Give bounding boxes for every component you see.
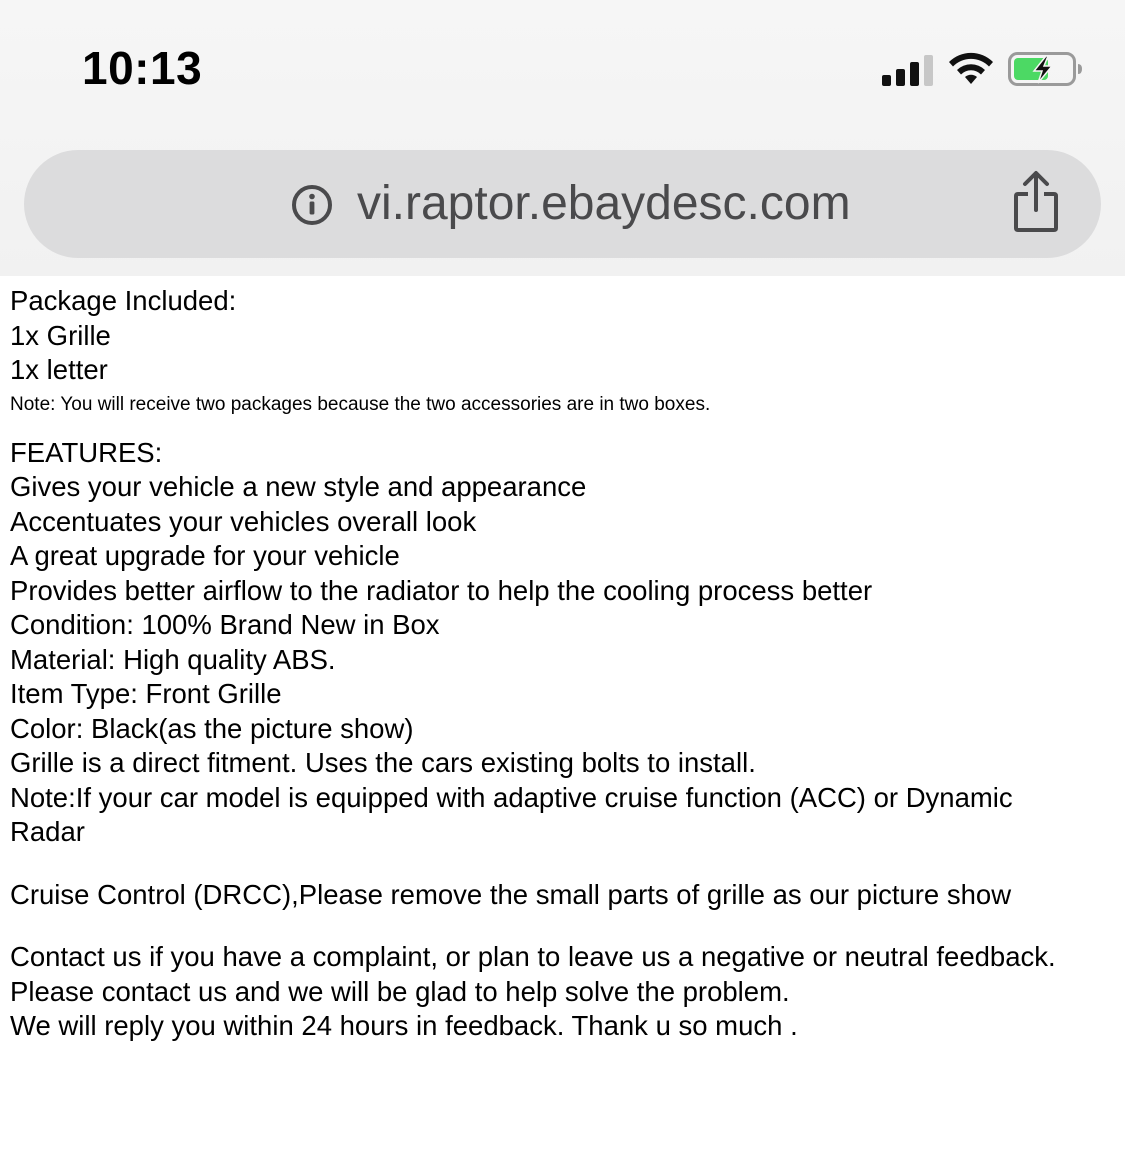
share-icon[interactable]: [1012, 170, 1060, 234]
feature-line: Color: Black(as the picture show): [10, 712, 414, 744]
status-bar: [0, 0, 1125, 130]
browser-chrome: [0, 0, 1125, 276]
address-bar[interactable]: [24, 150, 1101, 258]
feature-line: Material: High quality ABS.: [10, 643, 336, 675]
cruise-control-note: Cruise Control (DRCC),Please remove the small parts of grille as our picture show: [10, 878, 1012, 910]
features-header: FEATURES:: [10, 436, 163, 468]
feature-line: Provides better airflow to the radiator to help the cooling process better: [10, 574, 873, 606]
package-header: Package Included:: [10, 285, 237, 316]
package-item: 1x letter: [10, 354, 108, 385]
url-text[interactable]: vi.raptor.ebaydesc.com: [357, 177, 851, 230]
feature-line: Grille is a direct fitment. Uses the cars existing bolts to install.: [10, 747, 756, 778]
feature-line: Item Type: Front Grille: [10, 678, 282, 709]
status-time: 10:13: [82, 42, 203, 94]
contact-line: Contact us if you have a complaint, or plan to leave us a negative or neutral feedback.: [10, 941, 1056, 972]
feature-line: Note:If your car model is equipped with adaptive cruise function (ACC) or Dynamic: [10, 781, 1013, 813]
feature-line: Radar: [10, 816, 85, 847]
feature-line: A great upgrade for your vehicle: [10, 540, 400, 571]
package-item: 1x Grille: [10, 319, 111, 351]
feature-line: Condition: 100% Brand New in Box: [10, 609, 440, 640]
feature-line: Accentuates your vehicles overall look: [10, 505, 477, 537]
info-icon[interactable]: [291, 184, 333, 226]
battery-charging-icon: [1008, 52, 1084, 86]
contact-line: Please contact us and we will be glad to help solve the problem.: [10, 975, 790, 1007]
cellular-signal-icon: [882, 52, 934, 86]
package-note: Note: You will receive two packages because the two accessories are in two boxes.: [10, 393, 711, 415]
wifi-icon: [946, 50, 996, 86]
contact-line: We will reply you within 24 hours in feedback. Thank u so much .: [10, 1010, 798, 1041]
item-description: [10, 284, 1115, 1044]
feature-line: Gives your vehicle a new style and appearance: [10, 471, 587, 502]
